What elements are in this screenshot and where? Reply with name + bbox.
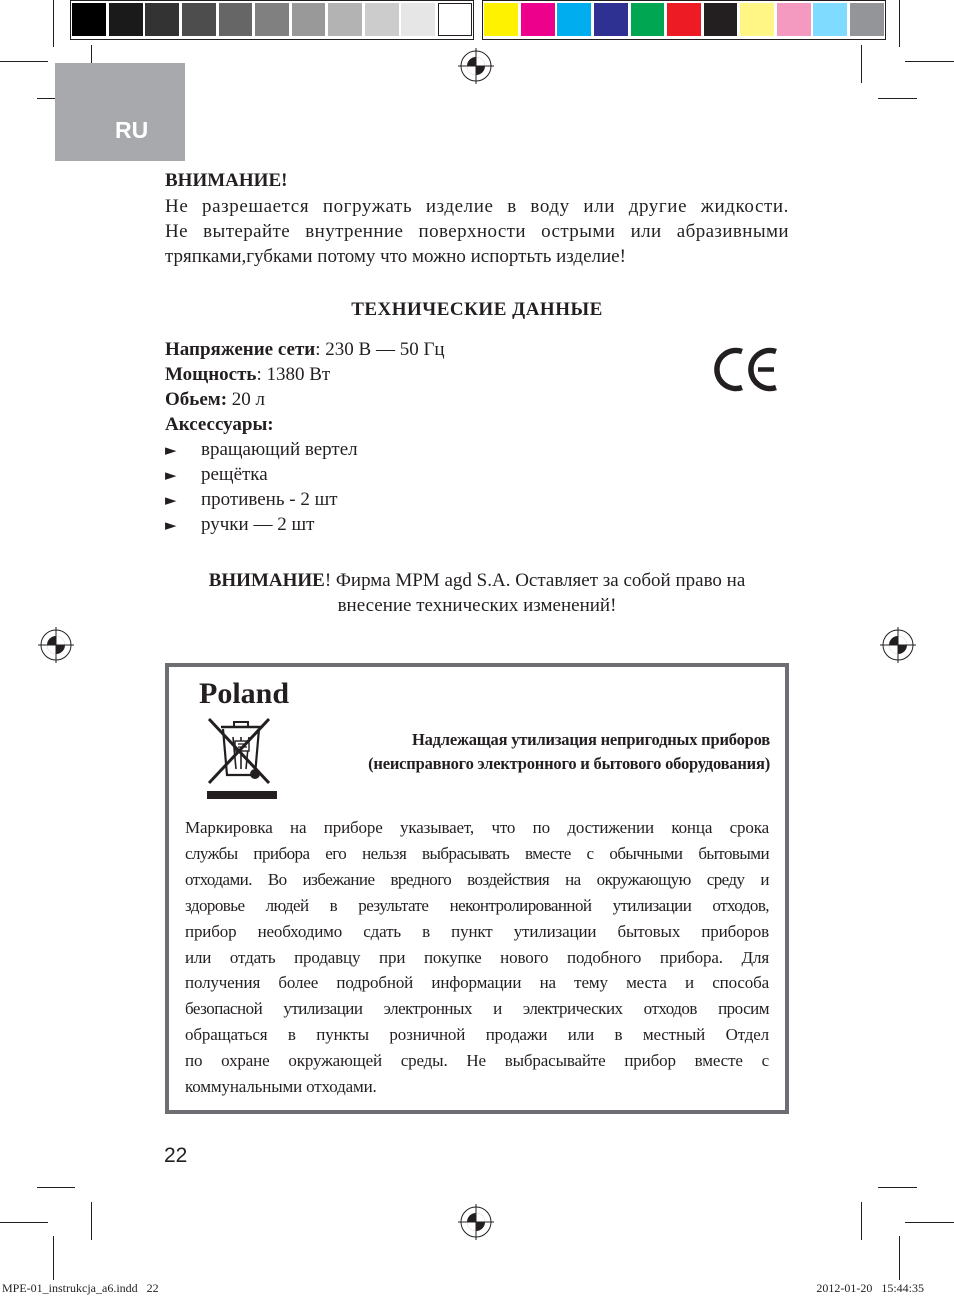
gray-swatch: [109, 3, 143, 36]
color-swatch: [777, 3, 811, 36]
spec-label: Напряжение сети: [165, 339, 316, 360]
crop-mark: [53, 0, 54, 47]
accessory-label: вращающий вертел: [201, 439, 358, 460]
crop-mark: [861, 45, 862, 83]
registration-mark-icon: [458, 48, 494, 84]
tech-heading: ТЕХНИЧЕСКИЕ ДАННЫЕ: [351, 299, 603, 320]
spec-label: Обьем:: [165, 389, 228, 410]
color-swatch: [667, 3, 701, 36]
body-line: обращаться в пункты розничной продажи или в местный Отдел: [185, 1025, 769, 1045]
spec-value: : 1380 Вт: [256, 364, 331, 385]
arrow-right-icon: ►: [165, 441, 177, 459]
notice-text: ! Фирма MPM agd S.A. Оставляет за собой право на: [324, 570, 746, 591]
spec-value: : 230 В — 50 Гц: [315, 339, 445, 360]
accessory-label: противень - 2 шт: [201, 489, 338, 510]
color-swatch: [521, 3, 555, 36]
disposal-body: [185, 815, 769, 1100]
spec-label: Мощность: [165, 364, 257, 385]
process-color-bar: [482, 0, 886, 40]
disposal-title-line: Надлежащая утилизация непригодных приборов: [411, 730, 770, 749]
crop-mark: [0, 1222, 48, 1223]
gray-swatch: [292, 3, 326, 36]
accessory-label: рещётка: [201, 464, 268, 485]
body-line: или отдать продавцу при покупке нового подобного прибора. Для: [185, 947, 769, 967]
color-swatch: [484, 3, 518, 36]
registration-mark-icon: [880, 627, 916, 663]
body-line: коммунальными отходами.: [185, 1077, 377, 1097]
gray-swatch: [145, 3, 179, 36]
warning-line: Не вытерайте внутренние поверхности острыми или абразивными: [165, 221, 789, 242]
footer-filename: MPE-01_instrukcja_a6.indd 22: [2, 1281, 159, 1295]
color-swatch: [631, 3, 665, 36]
warning-line: Не разрешается погружать изделие в воду или другие жидкости.: [165, 196, 789, 217]
color-swatch: [557, 3, 591, 36]
accessory-label: ручки — 2 шт: [201, 514, 315, 535]
notice-bold: ВНИМАНИЕ: [208, 570, 325, 591]
disposal-title-line: (неисправного электронного и бытового оборудования): [368, 754, 770, 773]
spec-voltage: [165, 337, 445, 362]
color-swatch: [850, 3, 884, 36]
crop-mark: [878, 1187, 917, 1188]
body-line: прибор необходимо сдать в пункт утилизации бытовых приборов: [185, 921, 769, 941]
color-swatch: [704, 3, 738, 36]
crop-mark: [899, 1236, 900, 1280]
crossed-bin-icon: [205, 715, 277, 801]
spec-volume: [165, 387, 265, 412]
crop-mark: [905, 61, 954, 62]
gray-swatch: [72, 3, 106, 36]
warning-heading: ВНИМАНИЕ!: [165, 170, 288, 191]
ce-mark-icon: [711, 346, 779, 393]
manufacturer-notice: [165, 568, 789, 593]
arrow-right-icon: ►: [165, 466, 177, 484]
grayscale-color-bar: [70, 0, 474, 40]
color-swatch: [740, 3, 774, 36]
body-line: Маркировка на приборе указывает, что по достижении конца срока: [185, 818, 769, 837]
crop-mark: [899, 0, 900, 47]
gray-swatch: [438, 3, 472, 36]
accessory-item: [165, 462, 268, 488]
crop-mark: [0, 61, 48, 62]
disposal-title: [290, 728, 770, 776]
gray-swatch: [219, 3, 253, 36]
gray-swatch: [328, 3, 362, 36]
arrow-right-icon: ►: [165, 516, 177, 534]
gray-swatch: [182, 3, 216, 36]
arrow-right-icon: ►: [165, 491, 177, 509]
registration-mark-icon: [38, 627, 74, 663]
country-label: Poland: [199, 677, 290, 710]
spec-value: 20 л: [227, 389, 266, 410]
crop-mark: [905, 1222, 954, 1223]
color-swatch: [594, 3, 628, 36]
page-number: 22: [164, 1144, 188, 1167]
footer-datetime: 2012-01-20 15:44:35: [816, 1281, 924, 1295]
accessory-item: [165, 487, 338, 513]
language-tab: RU: [55, 63, 185, 161]
accessory-item: [165, 512, 314, 538]
body-line: службы прибора его нельзя выбрасывать вместе с обычными бытовыми: [185, 843, 769, 863]
gray-swatch: [255, 3, 289, 36]
crop-mark: [91, 1202, 92, 1240]
crop-mark: [861, 1202, 862, 1240]
body-line: получения более подробной информации на тему места и способа: [185, 973, 769, 993]
crop-mark: [53, 1236, 54, 1280]
spec-accessories-label: Аксессуары:: [165, 414, 274, 435]
gray-swatch: [365, 3, 399, 36]
body-line: отходами. Во избежание вредного воздействия на окружающую среду и: [185, 869, 769, 889]
crop-mark: [37, 1187, 75, 1188]
crop-mark: [878, 98, 917, 99]
spec-power: [165, 362, 330, 387]
body-line: здоровье людей в результате неконтролированной утилизации отходов,: [185, 895, 769, 915]
color-swatch: [813, 3, 847, 36]
manufacturer-notice-line2: внесение технических изменений!: [337, 595, 617, 616]
gray-swatch: [401, 3, 435, 36]
body-line: по охране окружающей среды. Не выбрасывайте прибор вместе с: [185, 1051, 769, 1071]
warning-line: тряпками,губками потому что можно испортьть изделие!: [165, 246, 626, 267]
accessory-item: [165, 437, 358, 463]
body-line: безопасной утилизации электронных и электрических отходов просим: [185, 999, 769, 1019]
registration-mark-icon: [458, 1204, 494, 1240]
